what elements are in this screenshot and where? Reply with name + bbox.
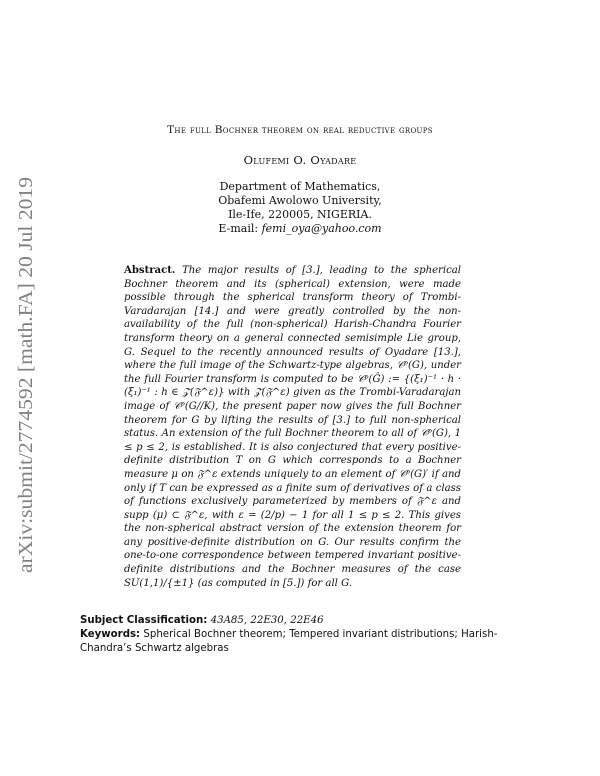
arxiv-side-identifier-text: arXiv:submit/2774592 [math.FA] 20 Jul 2019	[16, 215, 37, 573]
affiliation-university: Obafemi Awolowo University,	[218, 194, 382, 207]
affiliation-department: Department of Mathematics,	[219, 180, 381, 193]
email-label: E-mail:	[218, 222, 259, 235]
author-name: Olufemi O. Oyadare	[243, 153, 357, 167]
affiliation-city: Ile-Ife, 220005, NIGERIA.	[228, 208, 372, 221]
abstract-heading: Abstract.	[124, 265, 176, 276]
paper-title: The full Bochner theorem on real reductive groups	[167, 124, 433, 136]
keywords-label: Keywords:	[80, 629, 141, 640]
subject-classification	[80, 614, 500, 628]
affiliation-email-line	[0, 222, 600, 236]
keywords-text: Spherical Bochner theorem; Tempered invariant distributions; Harish-Chandra’s Schwartz algebras	[80, 629, 498, 654]
affiliation-block	[0, 180, 600, 236]
abstract	[124, 264, 461, 590]
subject-classification-codes: 43A85, 22E30, 22E46	[210, 615, 324, 626]
email-address: femi_oya@yahoo.com	[261, 222, 382, 235]
abstract-body: The major results of [3.], leading to the spherical Bochner theorem and its (spherical) extension, were made possible through the spherical transform theory of Trombi-Varadarajan [14.] and were greatly controlled by the non-availability of the full (non-spherical) Harish-Chandra Fourier transform theory on a general connected semisimple Lie group, G. Sequel to the recently announced results of Oyadare [13.], where the full image of the Schwartz-type algebras, 𝒞ᵖ(G), under the full Fourier transform is computed to be 𝒞ᵖ(Ĝ) := {(ξ₁)⁻¹ · h · (ξ₁)⁻¹ : h ∈ 𝒵(𝔉^ε)} with 𝒵(𝔉^ε) given as the Trombi-Varadarajan image of 𝒞ᵖ(G//K), the present paper now gives the full Bochner theorem for G by lifting the results of [3.] to full non-spherical status. An extension of the full Bochner theorem to all of 𝒞ᵖ(G), 1 ≤ p ≤ 2, is established. It is also conjectured that every positive-definite distribution T on G which corresponds to a Bochner measure μ on 𝔉^ε extends uniquely to an element of 𝒞ᵖ(G)′ if and only if T can be expressed as a finite sum of derivatives of a class of functions exclusively parameterized by members of 𝔉^ε and supp (μ) ⊂ 𝔉^ε, with ε = (2/p) − 1 for all 1 ≤ p ≤ 2. This gives the non-spherical abstract version of the extension theorem for any positive-definite distribution on G. Our results confirm the one-to-one correspondence between tempered invariant positive-definite distributions and the Bochner measures of the case SU(1,1)/{±1} (as computed in [5.]) for all G.	[124, 265, 461, 589]
paper-metadata	[80, 614, 500, 656]
keywords	[80, 628, 500, 656]
subject-classification-label: Subject Classification:	[80, 615, 208, 626]
